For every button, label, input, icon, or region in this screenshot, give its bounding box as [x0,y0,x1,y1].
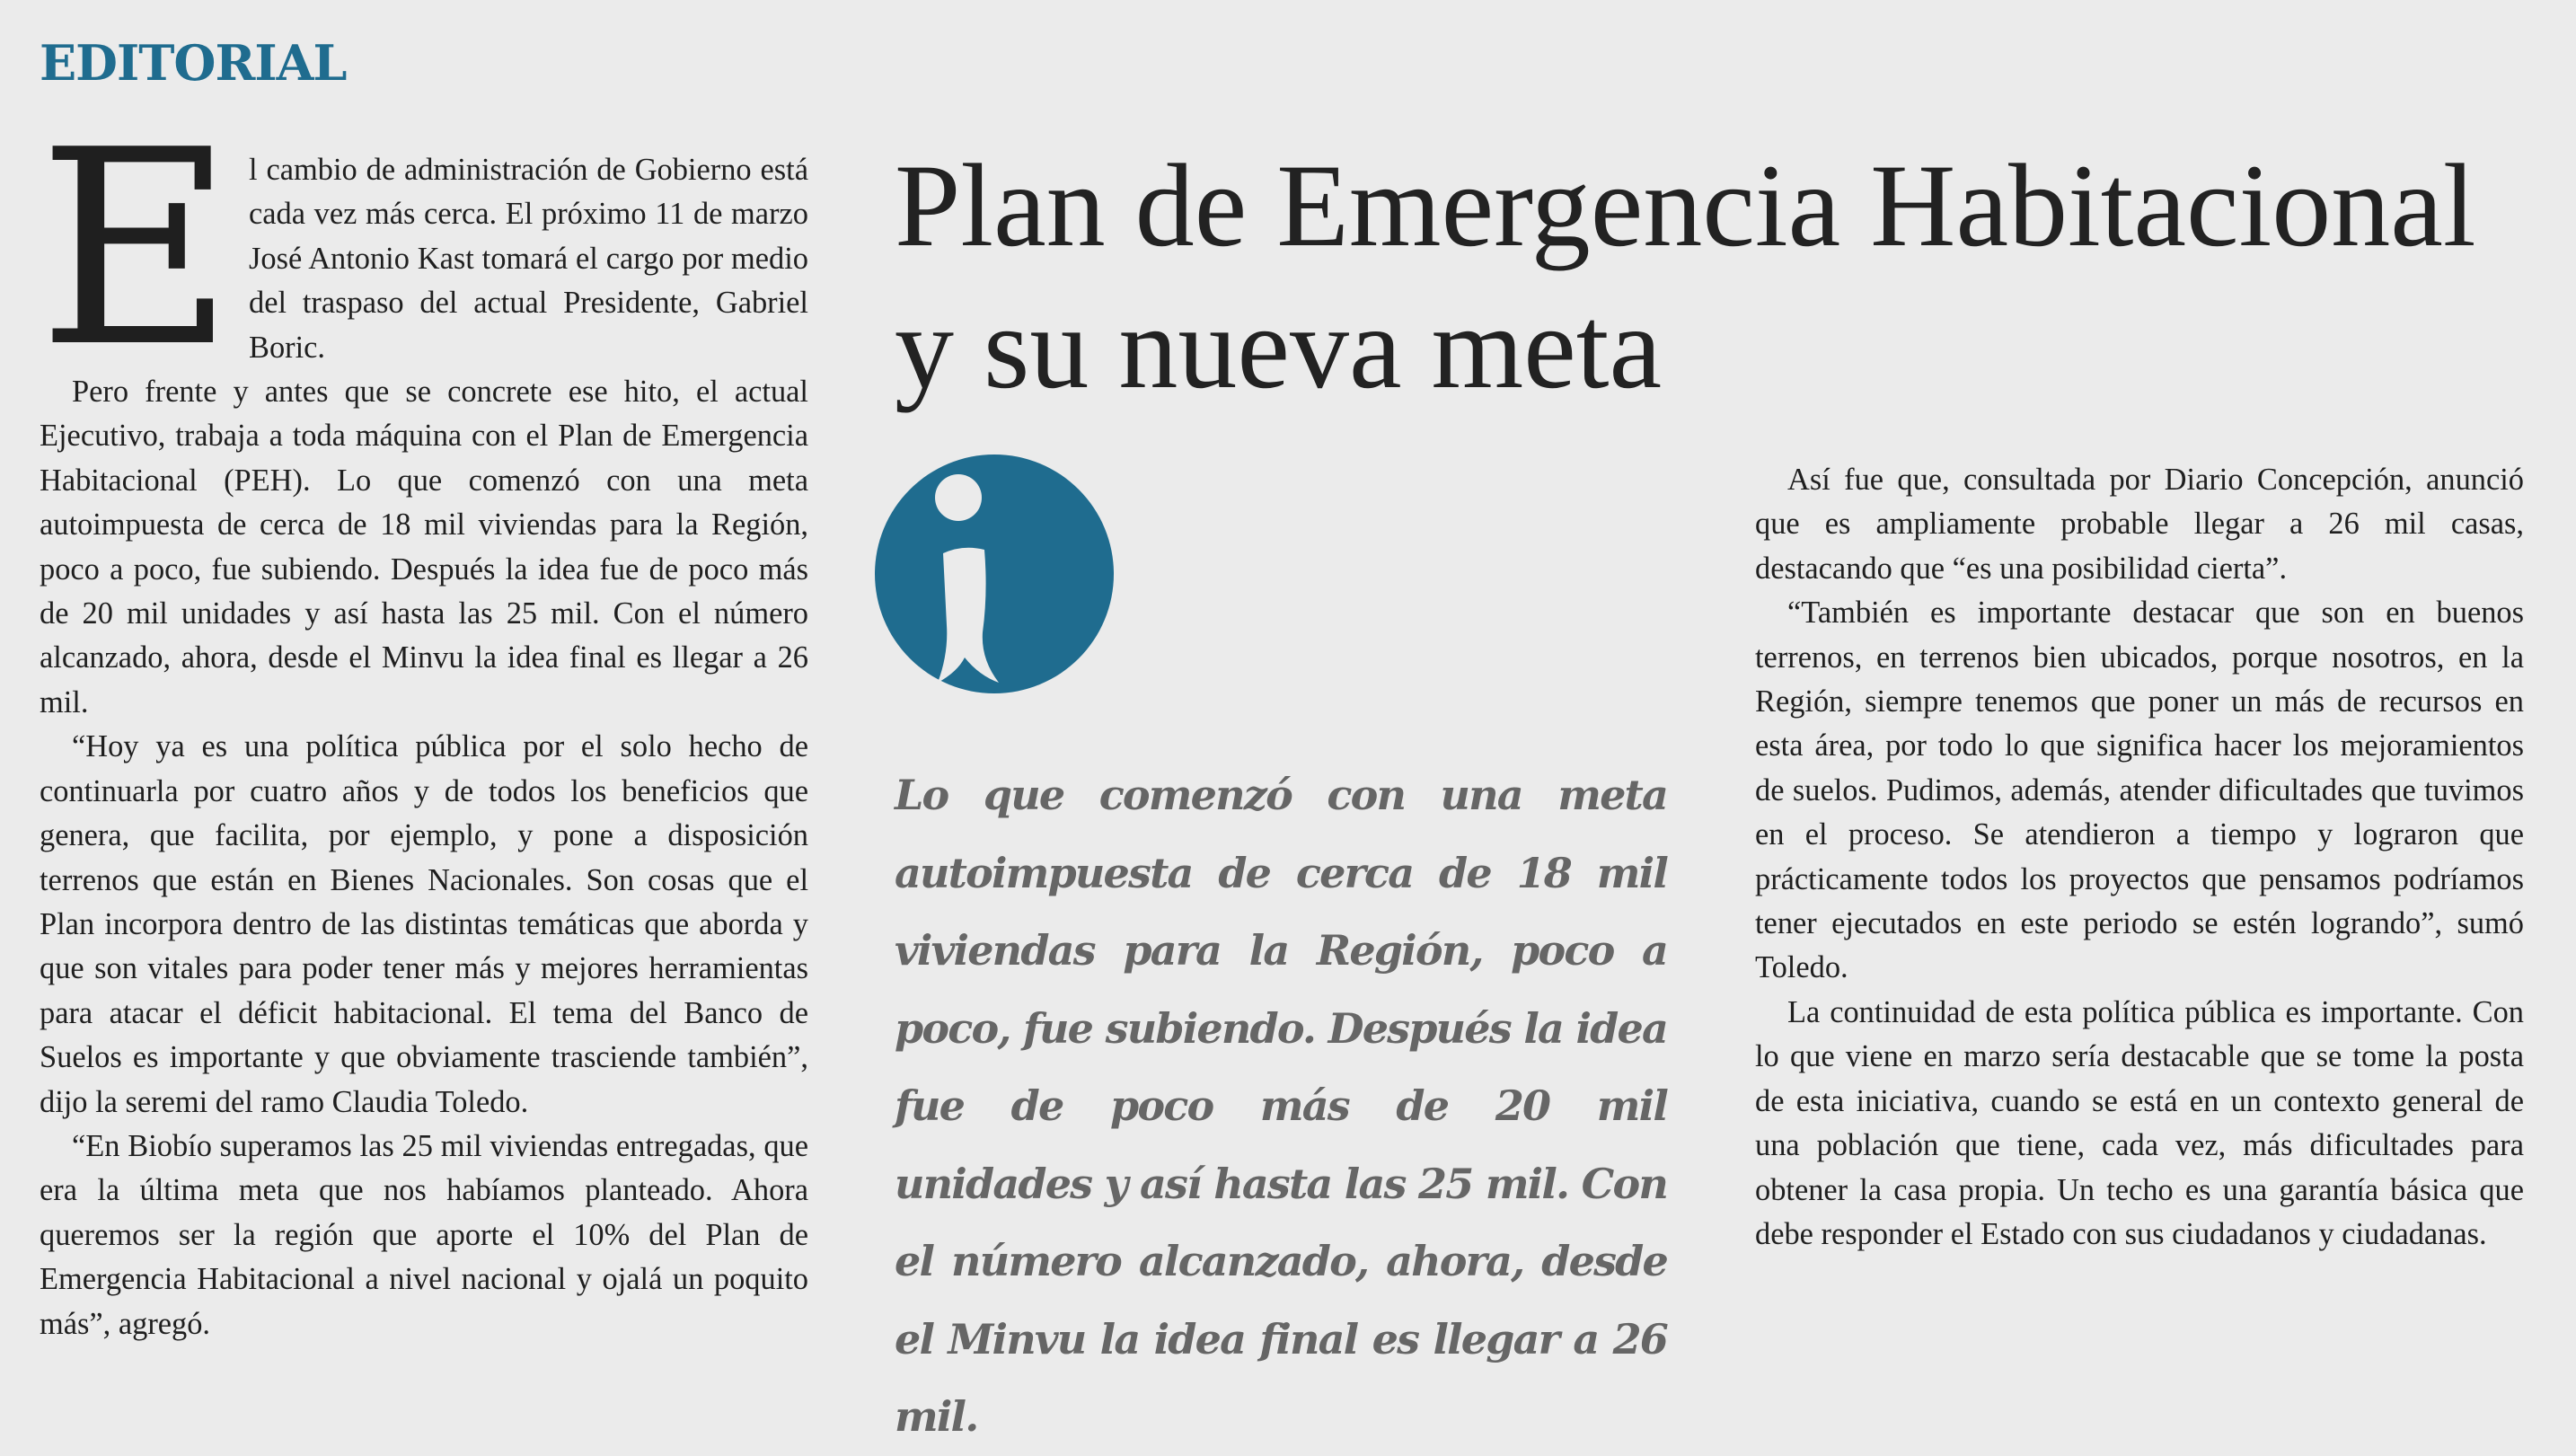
body-paragraph: Así fue que, consultada por Diario Concepción, anunció que es ampliamente probable llegar a 26 mil casas, destacando que “es una posibilidad cierta”. [1755,463,2524,586]
body-paragraph: Pero frente y antes que se concrete ese hito, el actual Ejecutivo, trabaja a toda máquina con el Plan de Emergencia Habitacional (PEH). Lo que comenzó con una meta autoimpuesta de cerca de 18 mil viviendas para la Región, poco a poco, fue subiendo. Después la idea fue de poco más de 20 mil unidades y así hasta las 25 mil. Con el número alcanzado, ahora, desde el Minvu la idea final es llegar a 26 mil. [40,375,808,719]
info-icon-dot [935,474,982,521]
section-label: EDITORIAL [40,34,347,92]
left-column [38,93,808,1346]
body-paragraph: “También es importante destacar que son en buenos terrenos, en terrenos bien ubicados, porque nosotros, en la Región, siempre tenemos que poner un más de recursos en esta área, por todo lo que significa hacer los mejoramientos de suelos. Pudimos, además, atender dificultades que tuvimos en el proceso. Se atendieron a tiempo y lograron que prácticamente todos los proyectos que pensamos podríamos tener ejecutados en este periodo se estén logrando”, sumó Toledo. [1755,596,2524,985]
info-icon-circle [875,454,1114,693]
body-paragraph: “Hoy ya es una política pública por el solo hecho de continuarla por cuatro años y de todos los beneficios que genera, que facilita, por ejemplo, y pone a disposición terrenos que están en Bienes Nacionales. Son cosas que el Plan incorpora dentro de las distintas temáticas que aborda y que son vitales para poder tener más y mejores herramientas para atacar el déficit habitacional. El tema del Banco de Suelos es importante y que obviamente trasciende también”, dijo la seremi del ramo Claudia Toledo. [40,729,808,1119]
lead-paragraph [38,93,808,406]
pull-quote: Lo que comenzó con una meta autoimpuesta de cerca de 18 mil viviendas para la Región, poco a poco, fue subiendo. Después la idea fue de poco más de 20 mil unidades y así hasta las 25 mil. Con el número alcanzado, ahora, desde el Minvu la idea final es llegar a 26 mil. [895,771,1667,1441]
right-column [1755,458,2524,1257]
body-paragraph: La continuidad de esta política pública es importante. Con lo que viene en marzo sería destacable que se tome la posta de esta iniciativa, cuando se está en un contexto general de una población que tiene, cada vez, más dificultades para obtener la casa propia. Un techo es una garantía básica que debe responder el Estado con sus ciudadanos y ciudadanas. [1755,994,2524,1251]
body-paragraph: “En Biobío superamos las 25 mil viviendas entregadas, que era la última meta que nos habíamos planteado. Ahora queremos ser la región que aporte el 10% del Plan de Emergencia Habitacional a nivel nacional y ojalá un poquito más”, agregó. [40,1128,808,1341]
drop-cap: E [38,93,234,406]
headline: Plan de Emergencia Habitacional y su nueva meta [895,139,2476,413]
lead-paragraph-text: l cambio de administración de Gobierno está cada vez más cerca. El próximo 11 de marzo José Antonio Kast tomará el cargo por medio del traspaso del actual Presidente, Gabriel Boric. [249,153,808,365]
info-icon [873,447,1116,701]
